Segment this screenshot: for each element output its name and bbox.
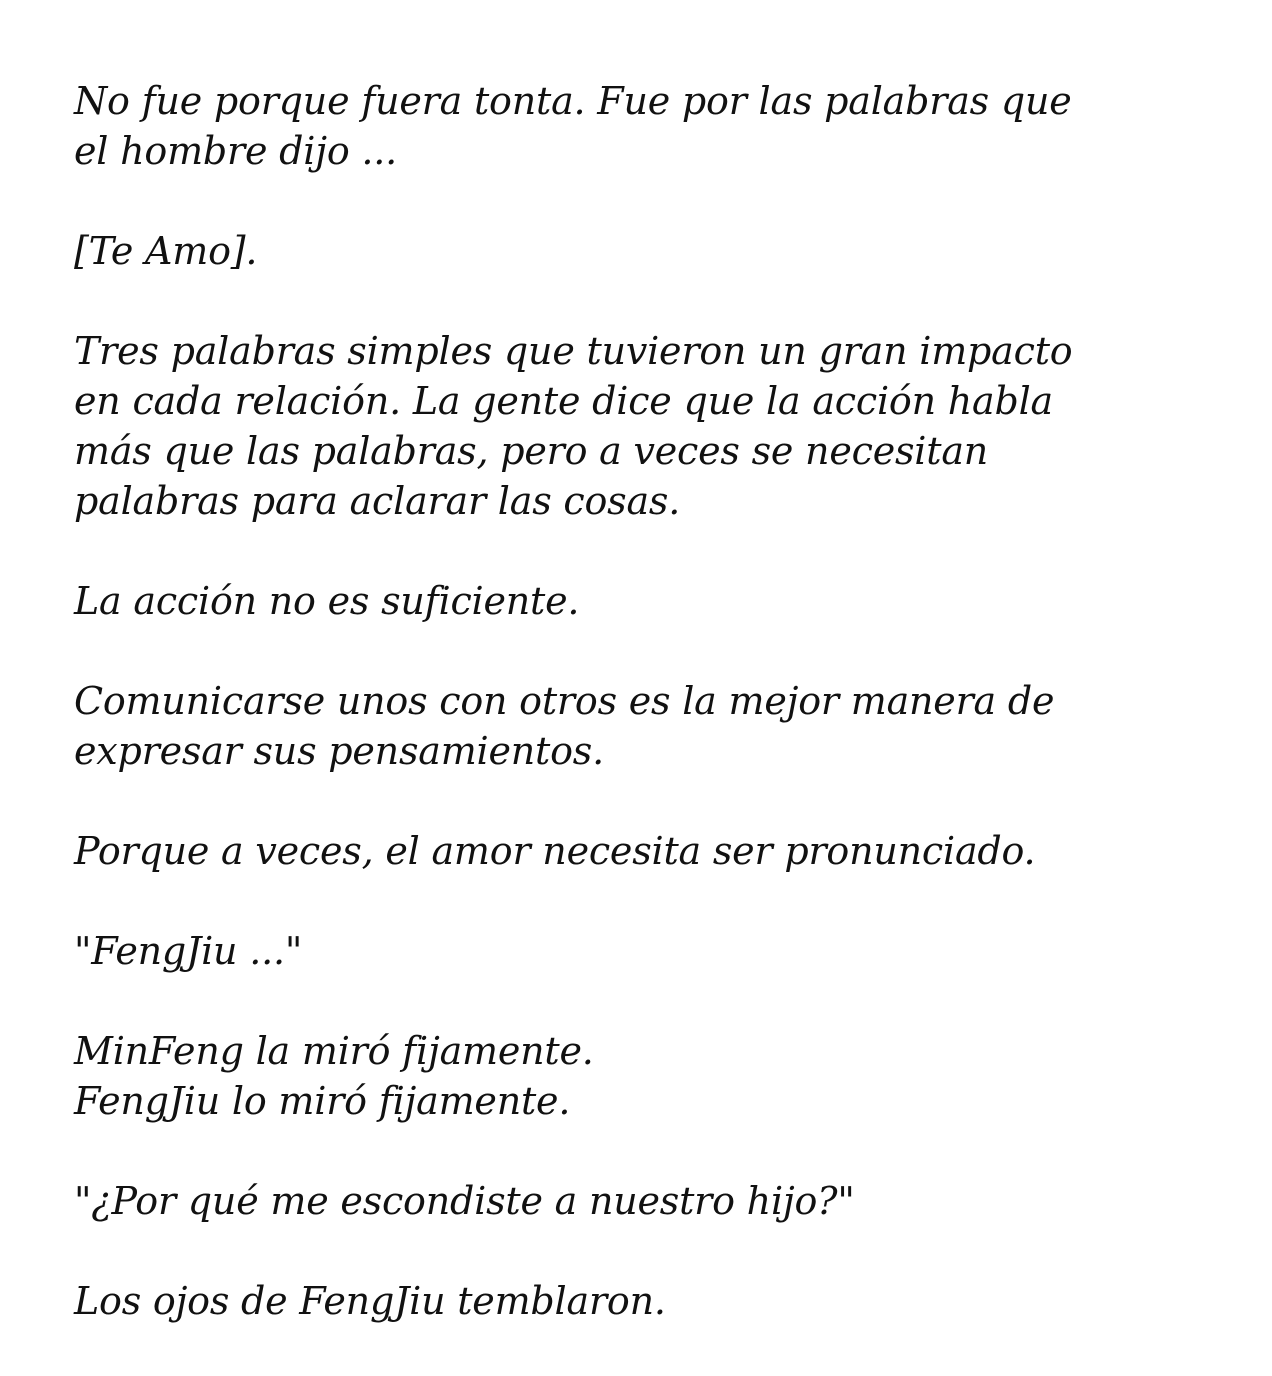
text-line: Los ojos de FengJiu temblaron. bbox=[74, 1279, 666, 1323]
paragraph bbox=[74, 926, 1224, 976]
text-line: FengJiu lo miró fijamente. bbox=[74, 1079, 571, 1123]
paragraph bbox=[74, 1276, 1224, 1326]
text-line: No fue porque fuera tonta. Fue por las palabras que bbox=[74, 79, 1072, 123]
paragraph bbox=[74, 1026, 1224, 1126]
paragraph bbox=[74, 826, 1224, 876]
text-line: Tres palabras simples que tuvieron un gran impacto bbox=[74, 329, 1073, 373]
text-line: "¿Por qué me escondiste a nuestro hijo?" bbox=[74, 1179, 855, 1223]
text-line: expresar sus pensamientos. bbox=[74, 729, 604, 773]
paragraph bbox=[74, 1176, 1224, 1226]
paragraph bbox=[74, 326, 1224, 526]
text-line: el hombre dijo ... bbox=[74, 129, 398, 173]
text-line: La acción no es suficiente. bbox=[74, 579, 580, 623]
text-line: "FengJiu ..." bbox=[74, 929, 303, 973]
text-line: MinFeng la miró fijamente. bbox=[74, 1029, 594, 1073]
text-line: más que las palabras, pero a veces se necesitan bbox=[74, 429, 989, 473]
paragraph bbox=[74, 226, 1224, 276]
story-text bbox=[74, 76, 1224, 1376]
text-line: Porque a veces, el amor necesita ser pronunciado. bbox=[74, 829, 1036, 873]
text-line: Comunicarse unos con otros es la mejor manera de bbox=[74, 679, 1055, 723]
paragraph bbox=[74, 576, 1224, 626]
paragraph bbox=[74, 76, 1224, 176]
text-line: palabras para aclarar las cosas. bbox=[74, 479, 681, 523]
text-line: [Te Amo]. bbox=[74, 229, 258, 273]
text-line: en cada relación. La gente dice que la acción habla bbox=[74, 379, 1053, 423]
paragraph bbox=[74, 676, 1224, 776]
